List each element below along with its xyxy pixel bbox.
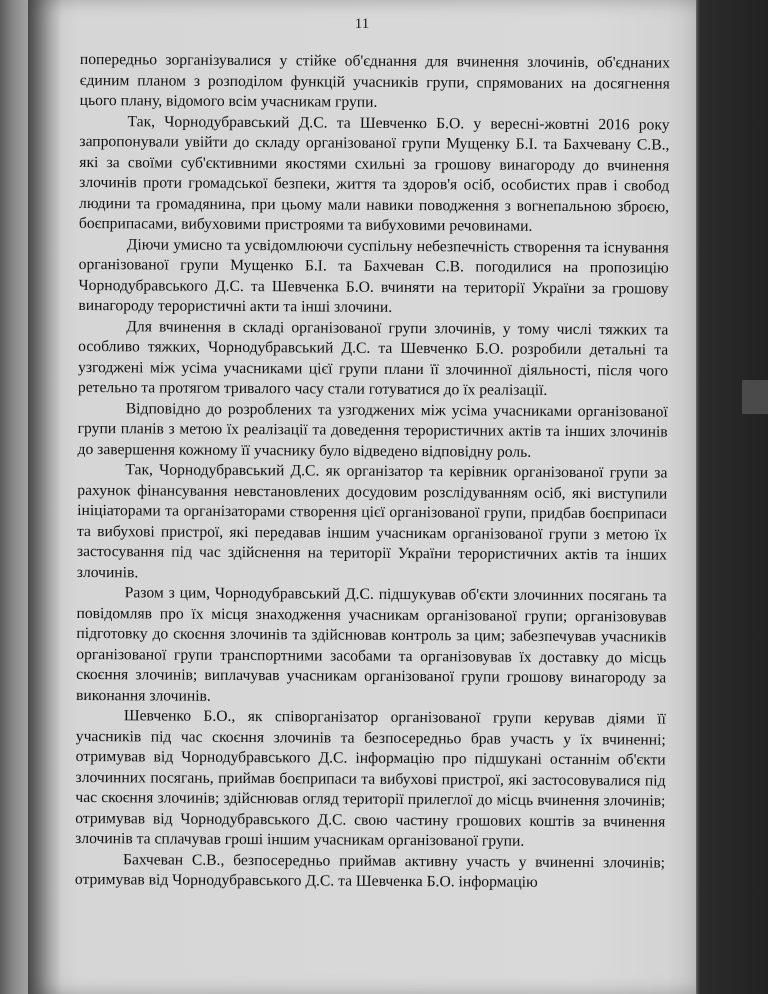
document-page — [28, 0, 696, 994]
paragraph-9: Бахчеван С.В., безпосередньо приймав активну участь у вчиненні злочинів; отримував від Чорнодубравського Д.С. та Шевченка Б.О. інформацію — [74, 850, 666, 891]
background-edge — [696, 0, 768, 994]
paragraph-5: Відповідно до розроблених та узгоджених між усіма учасниками організованої групи планів з метою їх реалізації та доведення терористичних актів та інших злочинів до завершення кожному її учаснику було відведено відповідну роль. — [77, 399, 668, 461]
page-tab-edge — [742, 380, 768, 414]
page-number: 11 — [354, 16, 370, 32]
body-text — [75, 50, 670, 894]
binding-shadow — [28, 0, 62, 994]
paragraph-1: попередньо зорганізувалися у стійке об'єднання для вчинення злочинів, об'єднаних єдиним планом з розподілом функцій учасників групи, спрямованих на досягнення цього плану, відомого всім учасникам групи. — [79, 50, 670, 111]
paragraph-3: Діючи умисно та усвідомлюючи суспільну небезпечність створення та існування організованої групи Мущенко Б.І. та Бахчеван С.В. погодилися на пропозицію Чорнодубравського Д.С. та Шевченка Б.О. вчиняти на території України за грошову винагороду терористичні акти та інші злочини. — [78, 235, 669, 316]
paragraph-2: Так, Чорнодубравський Д.С. та Шевченко Б.О. у вересні-жовтні 2016 року запропонували увійти до складу організованої групи Мущенку Б.І. та Бахчевану С.В., які за своїми суб'єктивними якостями схильні за грошову винагороду до вчинення злочинів проти громадської безпеки, життя та здоров'я осіб, особистих прав і свобод людини та громадянина, при цьому мали навики поводження з вогнепальною зброєю, боєприпасами, вибуховими пристроями та вибуховими речовинами. — [78, 112, 670, 235]
paragraph-8: Шевченко Б.О., як співорганізатор організованої групи керував діями її учасників під час скоєння злочинів та безпосередньо брав участь у їх вчиненні; отримував від Чорнодубравського Д.С. інформацію про підшукані останнім об'єкти злочинних посягань, приймав боєприпаси та вибухові пристрої, які застосовувалися під час скоєння злочинів; здійснював огляд території прилеглої до місць вчинення злочинів; отримував від Чорнодубравського Д.С. свою частину грошових коштів за вчинення злочинів та сплачував гроші іншим учасникам організованої групи. — [75, 707, 666, 850]
paragraph-4: Для вчинення в складі організованої групи злочинів, у тому числі тяжких та особливо тяжких, Чорнодубравський Д.С. та Шевченко Б.О. розробили детальні та узгоджені між усіма учасниками цієї групи плани її злочинної діяльності, після чого ретельно та протягом тривалого часу стали готуватися до їх реалізації. — [77, 317, 669, 399]
paragraph-6: Так, Чорнодубравський Д.С. як організатор та керівник організованої групи за рахунок фінансування невстановлених досудовим розслідуванням осіб, які виступили ініціаторами та організаторами створення цієї організованої групи, придбав боєприпаси та вибухові пристрої, які передавав іншим учасникам організованої групи з метою їх застосування під час здійснення на території України терористичних актів та інших злочинів. — [76, 461, 668, 581]
paragraph-7: Разом з цим, Чорнодубравський Д.С. підшукував об'єкти злочинних посягань та повідомляв про їх місця знаходження учасникам організованої групи; організовував підготовку до скоєння злочинів та здійснював контроль за цим; забезпечував учасників організованої групи транспортними засобами та організовував їх доставку до місць скоєння злочинів; виплачував учасникам організованої групи грошову винагороду за виконання злочинів. — [76, 584, 667, 705]
